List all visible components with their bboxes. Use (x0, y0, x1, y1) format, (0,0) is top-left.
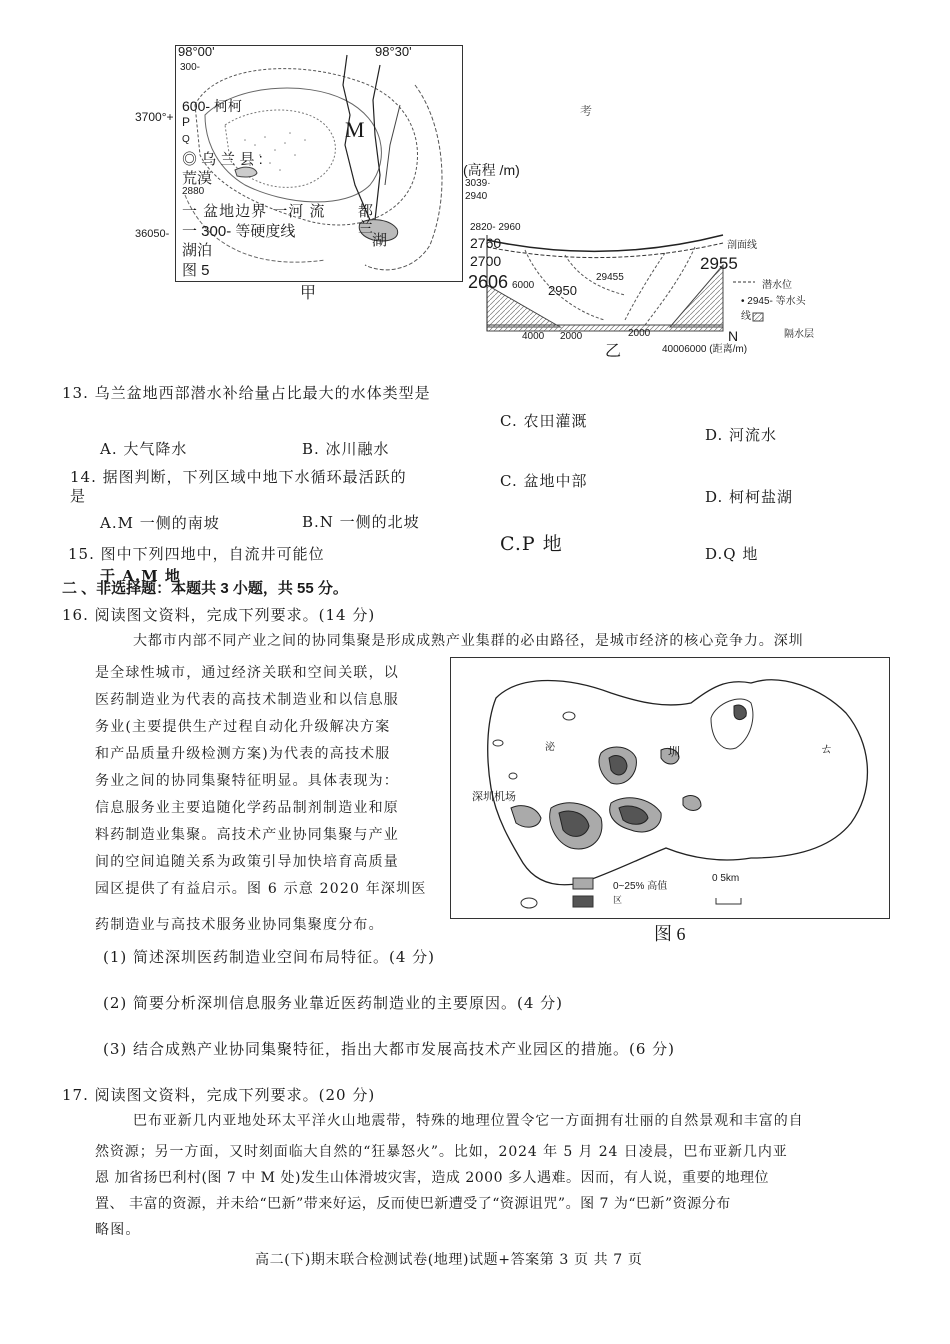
fig5-dulan-2: 兰 (358, 219, 374, 236)
q15-stem: 15. 图中下列四地中，自流井可能位 (68, 545, 325, 563)
profile-tick-3039: 3039· (465, 178, 491, 189)
profile-legend-aquitard: 隔水层 (784, 329, 814, 340)
q13-option-a: A. 大气降水 (100, 440, 188, 458)
profile-label-2955: 2955 (700, 254, 738, 273)
fig5-lake-legend: 湖泊 (182, 242, 213, 259)
q16-paragraph-last: 药制造业与高技术服务业协同集聚度分布。 (95, 917, 384, 933)
q16-paragraph-line-5: 务业之间的协同集聚特征明显。具体表现为： (95, 773, 399, 789)
profile-elev-label: (高程 /m) (463, 162, 520, 178)
q16-paragraph-line-8: 间的空间追随关系为政策引导加快培育高质量 (95, 854, 399, 870)
q17-line-2: 然资源；另一方面，又时刻面临大自然的“狂暴怒火”。比如，2024 年 5 月 24 日凌晨，巴布亚新几内亚 (95, 1144, 788, 1160)
q16-paragraph-line-4: 和产品质量升级检测方案)为代表的高技术服 (95, 746, 391, 762)
fig6-label-a: 泌 (545, 742, 555, 753)
q15-option-d: D.Q 地 (705, 545, 759, 563)
fig6-legend-low: 0~25% 高值 (613, 881, 668, 892)
q16-paragraph-line-2: 医药制造业为代表的高技术制造业和以信息服 (95, 692, 399, 708)
q16-sub2: (2) 简要分析深圳信息服务业靠近医药制造业的主要原因。(4 分) (103, 994, 564, 1012)
q17-line-5: 略图。 (95, 1222, 141, 1238)
q14-option-a: A.M 一侧的南坡 (100, 514, 220, 532)
profile-tick-2606: 2606 (468, 272, 509, 292)
profile-legend-head-1: • 2945- 等水头 (741, 296, 806, 307)
fig5-wulan-county: ◎ 乌 兰 县 : (182, 151, 263, 168)
q16-paragraph-line-7: 料药制造业集聚。高技术产业协同集聚与产业 (95, 827, 399, 843)
fig6-caption: 图 6 (654, 924, 686, 944)
header-mark: 考 (580, 104, 593, 118)
profile-tick-2700: 2700 (470, 253, 502, 269)
fig5-point-m: M (345, 117, 365, 142)
fig5-lat-3700: 3700°+ (135, 110, 174, 124)
fig6-label-b: 圳 (668, 745, 681, 759)
q16-heading: 16. 阅读图文资料，完成下列要求。(14 分) (62, 606, 376, 624)
figure-6-map (450, 657, 890, 919)
fig5-dulan-1: 都 (358, 203, 374, 220)
profile-x-axis-label: 40006000 (距离/m) (662, 344, 748, 355)
q16-paragraph-first: 大都市内部不同产业之间的协同集聚是形成成熟产业集群的必由路径，是城市经济的核心竞争力。深圳 (133, 633, 804, 649)
fig5-lat-3650: 36050- (135, 228, 170, 240)
q14-option-d: D. 柯柯盐湖 (705, 488, 794, 506)
q13-option-d: D. 河流水 (705, 426, 778, 444)
profile-x-2000: 2000 (560, 331, 583, 342)
profile-label-2950: 2950 (548, 283, 577, 298)
section-2-heading: 二 、非选择题：本题共 3 小题，共 55 分。 (62, 580, 348, 597)
fig5-contour-2880: 2880 (182, 186, 205, 197)
q14-option-b: B.N 一侧的北坡 (302, 513, 420, 531)
q14-option-c: C. 盆地中部 (500, 472, 588, 490)
q17-line-4: 置、 丰富的资源，并未给“巴新”带来好运，反而使巴新遭受了“资源诅咒”。图 7 为“巴新”资源分布 (95, 1196, 731, 1212)
q17-heading: 17. 阅读图文资料，完成下列要求。(20 分) (62, 1086, 376, 1104)
fig5-desert-label: 荒漠 (182, 170, 213, 187)
q13-option-c: C. 农田灌溉 (500, 412, 588, 430)
fig6-airport-label: 深圳机场 (472, 791, 516, 803)
fig5-caption: 甲 (300, 285, 317, 302)
q14-stem-line1: 14. 据图判断，下列区域中地下水循环最活跃的 (70, 468, 407, 486)
q17-line-1: 巴布亚新几内亚地处环太平洋火山地震带，特殊的地理位置令它一方面拥有壮丽的自然景观和丰富的自 (133, 1113, 804, 1129)
fig5-dulan-3: 湖 (372, 232, 388, 249)
fig6-scale: 0 5km (712, 873, 740, 884)
q15-option-a-partial: 于 A.M 地 (100, 567, 181, 585)
fig5-keke-label: 600- 柯柯 (182, 98, 242, 114)
profile-tick-2760: 2760 (470, 235, 502, 251)
fig5-contour-legend: 一 300- 等硬度线 (182, 223, 296, 240)
fig5-contour-300: 300- (180, 62, 201, 73)
fig6-legend-high: 区 (613, 895, 623, 905)
page-footer: 高二(下)期末联合检测试卷(地理)试题+答案第 3 页 共 7 页 (255, 1252, 643, 1268)
q14-stem-line2: 是 (70, 487, 87, 505)
q16-sub3: (3) 结合成熟产业协同集聚特征，指出大都市发展高技术产业园区的措施。(6 分) (103, 1040, 676, 1058)
fig5-basin-boundary-legend: 一 盆地边界 一河 流 (182, 203, 326, 220)
fig5-lon-left: 98°00' (178, 44, 215, 59)
fig5-lon-right: 98°30' (375, 44, 412, 59)
q16-paragraph-line-9: 园区提供了有益启示。图 6 示意 2020 年深圳医 (95, 881, 427, 897)
profile-label-6000: 6000 (512, 280, 535, 291)
profile-tick-2820: 2820- 2960 (470, 222, 521, 233)
fig6-label-c: ㄊ (820, 741, 834, 756)
profile-tick-2940: 2940 (465, 191, 488, 202)
profile-x-2000b: 2000 (628, 328, 651, 339)
profile-label-29455: 29455 (596, 272, 624, 283)
q16-paragraph-line-3: 务业(主要提供生产过程自动化升级解决方案 (95, 719, 391, 735)
profile-x-4000: 4000 (522, 331, 545, 342)
profile-legend-head-2: 线 (741, 311, 751, 322)
profile-caption: 乙 (605, 343, 622, 360)
profile-legend-water-table: 潜水位 (762, 280, 792, 291)
profile-section-line: 剖面线 (727, 240, 757, 251)
fig5-figure-name: 图 5 (182, 262, 210, 279)
q15-option-c: C.P 地 (500, 533, 563, 555)
fig5-point-p: P (182, 115, 191, 129)
q17-line-3: 恩 加省扬巴利村(图 7 中 M 处)发生山体滑坡灾害，造成 2000 多人遇难。因而，有人说，重要的地理位 (95, 1170, 769, 1186)
q16-paragraph-line-1: 是全球性城市，通过经济关联和空间关联，以 (95, 665, 399, 681)
profile-n-label: N (728, 328, 739, 344)
q16-sub1: (1) 简述深圳医药制造业空间布局特征。(4 分) (103, 948, 436, 966)
q13-option-b: B. 冰川融水 (302, 440, 390, 458)
q16-paragraph-line-6: 信息服务业主要追随化学药品制剂制造业和原 (95, 800, 399, 816)
fig5-point-q: Q (182, 134, 190, 145)
q13-stem: 13. 乌兰盆地西部潜水补给量占比最大的水体类型是 (62, 384, 431, 402)
figure-6-map-drawing (451, 658, 888, 917)
